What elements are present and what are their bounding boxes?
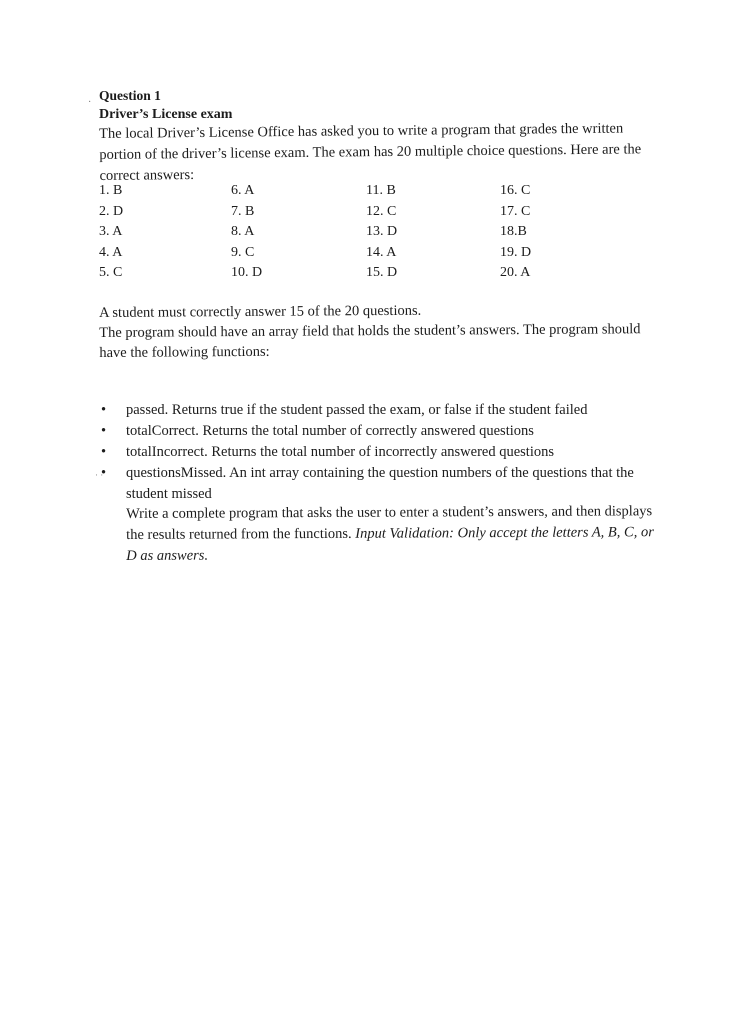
list-item	[101, 421, 661, 442]
function-list	[101, 400, 661, 505]
answer-item: 17. C	[500, 203, 531, 219]
answer-item: 6. A	[231, 183, 255, 198]
requirement-line: A student must correctly answer 15 of the 20 questions.	[99, 302, 422, 321]
list-item	[101, 442, 661, 463]
list-item-text: totalIncorrect. Returns the total number of incorrectly answered questions	[126, 444, 555, 460]
requirements-paragraph	[99, 299, 659, 363]
final-instructions	[126, 501, 656, 567]
answer-column-3	[366, 181, 397, 284]
answer-item: 11. B	[366, 183, 396, 198]
margin-mark: · ·	[95, 470, 104, 480]
answer-item: 8. A	[231, 224, 255, 239]
answer-item: 12. C	[366, 203, 397, 219]
question-number: Question 1	[99, 88, 161, 103]
answer-item: 9. C	[231, 244, 255, 260]
answer-item: 3. A	[99, 224, 123, 239]
requirement-line: The program should have an array field that holds the student’s answers. The program should have the following functions:	[99, 321, 641, 361]
list-item-text: totalCorrect. Returns the total number of correctly answered questions	[126, 423, 534, 439]
answer-item: 18.B	[500, 224, 527, 239]
list-item-text: questionsMissed. An int array containing the question numbers of the questions that the student missed	[126, 465, 634, 502]
answer-item: 5. C	[99, 265, 123, 280]
final-text: Write a complete program that asks the user to enter a student’s answers, and then displays the results returned from the functions.	[126, 503, 653, 543]
list-item	[101, 400, 661, 421]
answer-item: 10. D	[231, 265, 263, 280]
bullet-icon: •	[101, 423, 107, 439]
answer-item: 19. D	[500, 244, 532, 260]
answer-column-2	[231, 181, 262, 284]
margin-mark: ·	[88, 97, 92, 108]
list-item-text: passed. Returns true if the student passed the exam, or false if the student failed	[126, 402, 588, 418]
answer-item: 13. D	[366, 224, 398, 239]
answer-item: 15. D	[366, 265, 398, 280]
list-item	[101, 463, 661, 505]
answer-item: 2. D	[99, 203, 124, 219]
bullet-icon: •	[101, 402, 107, 418]
answer-column-1	[99, 181, 123, 284]
question-title: Driver’s License exam	[99, 107, 233, 122]
input-validation-note: Input Validation: Only accept the letters A, B, C, or D as answers.	[126, 524, 654, 564]
intro-paragraph: The local Driver’s License Office has asked you to write a program that grades the written portion of the driver’s license exam. The exam has 20 multiple choice questions. Here are the correct answers:	[99, 120, 642, 184]
answer-item: 14. A	[366, 244, 397, 260]
answer-item: 1. B	[99, 183, 123, 198]
answer-item: 7. B	[231, 203, 255, 219]
bullet-icon: •	[101, 444, 107, 460]
answer-item: 16. C	[500, 183, 531, 198]
bullet-icon: •	[101, 465, 107, 481]
answer-item: 4. A	[99, 244, 123, 260]
answer-column-4	[500, 181, 531, 284]
answer-item: 20. A	[500, 265, 531, 280]
